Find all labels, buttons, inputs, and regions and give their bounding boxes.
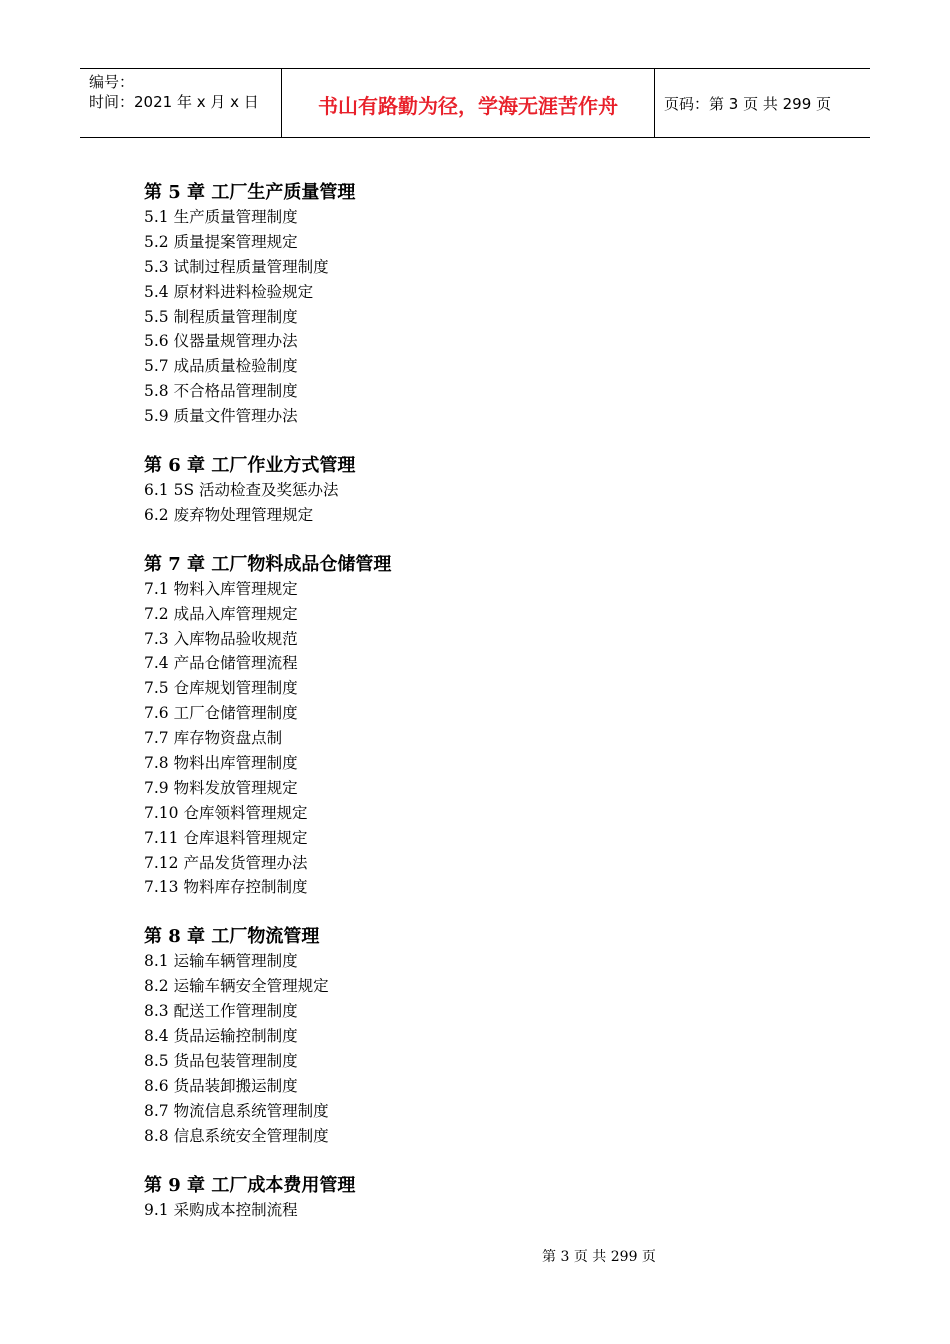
toc-item: 5.4 原材料进料检验规定 xyxy=(144,282,314,301)
toc-item: 8.8 信息系统安全管理制度 xyxy=(144,1126,329,1145)
toc-item: 8.6 货品装卸搬运制度 xyxy=(144,1076,298,1095)
toc-item: 7.7 库存物资盘点制 xyxy=(144,729,283,748)
chapter-title: 第 5 章 工厂生产质量管理 xyxy=(144,182,356,203)
toc-item: 5.8 不合格品管理制度 xyxy=(144,382,298,401)
toc-item: 8.5 货品包装管理制度 xyxy=(144,1051,298,1070)
chapter-section xyxy=(144,453,794,528)
toc-item: 5.7 成品质量检验制度 xyxy=(144,357,298,376)
toc-item: 5.1 生产质量管理制度 xyxy=(144,208,298,226)
toc-item: 7.13 物料库存控制制度 xyxy=(144,878,308,897)
toc-item: 8.3 配送工作管理制度 xyxy=(144,1002,298,1021)
number-label: 编号： xyxy=(89,73,135,91)
toc-item: 5.5 制程质量管理制度 xyxy=(144,307,298,326)
toc-item: 7.12 产品发货管理办法 xyxy=(144,853,308,872)
toc-item: 6.1 5S 活动检查及奖惩办法 xyxy=(144,481,339,500)
toc-item: 7.1 物料入库管理规定 xyxy=(144,579,298,598)
chapter-section xyxy=(144,1173,794,1223)
toc-item: 5.6 仪器量规管理办法 xyxy=(144,332,298,351)
document-header xyxy=(80,68,870,138)
toc-item: 7.4 产品仓储管理流程 xyxy=(144,654,298,673)
toc-item: 9.1 采购成本控制流程 xyxy=(144,1200,298,1219)
toc-item: 7.3 入库物品验收规范 xyxy=(144,629,298,648)
toc-item: 7.6 工厂仓储管理制度 xyxy=(144,704,298,723)
toc-item: 5.9 质量文件管理办法 xyxy=(144,407,298,426)
toc-item: 7.9 物料发放管理规定 xyxy=(144,778,298,797)
chapter-title: 第 9 章 工厂成本费用管理 xyxy=(144,1174,356,1196)
chapter-section xyxy=(144,180,794,429)
header-motto-cell xyxy=(282,69,655,137)
toc-item: 5.2 质量提案管理规定 xyxy=(144,232,298,251)
toc-item: 8.7 物流信息系统管理制度 xyxy=(144,1101,329,1120)
footer-page-number: 第 3 页 共 299 页 xyxy=(542,1249,656,1265)
toc-item: 7.5 仓库规划管理制度 xyxy=(144,679,298,698)
chapter-title: 第 6 章 工厂作业方式管理 xyxy=(144,455,356,477)
toc-item: 5.3 试制过程质量管理制度 xyxy=(144,257,329,276)
toc-item: 8.1 运输车辆管理制度 xyxy=(144,952,298,971)
chapter-title: 第 7 章 工厂物料成品仓储管理 xyxy=(144,553,392,575)
toc-item: 7.11 仓库退料管理规定 xyxy=(144,828,308,847)
chapter-section xyxy=(144,552,794,901)
table-of-contents xyxy=(144,180,794,1222)
page-footer xyxy=(0,1246,950,1266)
toc-item: 7.2 成品入库管理规定 xyxy=(144,604,298,623)
date-label: 时间：2021 年 x 月 x 日 xyxy=(89,93,259,111)
page-code: 页码：第 3 页 共 299 页 xyxy=(664,95,832,113)
header-info-cell xyxy=(80,69,282,137)
motto-text: 书山有路勤为径，学海无涯苦作舟 xyxy=(318,94,618,118)
header-page-cell xyxy=(655,69,870,137)
toc-item: 7.8 物料出库管理制度 xyxy=(144,754,298,773)
toc-item: 6.2 废弃物处理管理规定 xyxy=(144,505,314,524)
toc-item: 8.2 运输车辆安全管理规定 xyxy=(144,977,329,996)
chapter-title: 第 8 章 工厂物流管理 xyxy=(144,926,320,948)
toc-item: 7.10 仓库领料管理规定 xyxy=(144,803,308,822)
chapter-section xyxy=(144,924,794,1148)
toc-item: 8.4 货品运输控制制度 xyxy=(144,1027,298,1046)
